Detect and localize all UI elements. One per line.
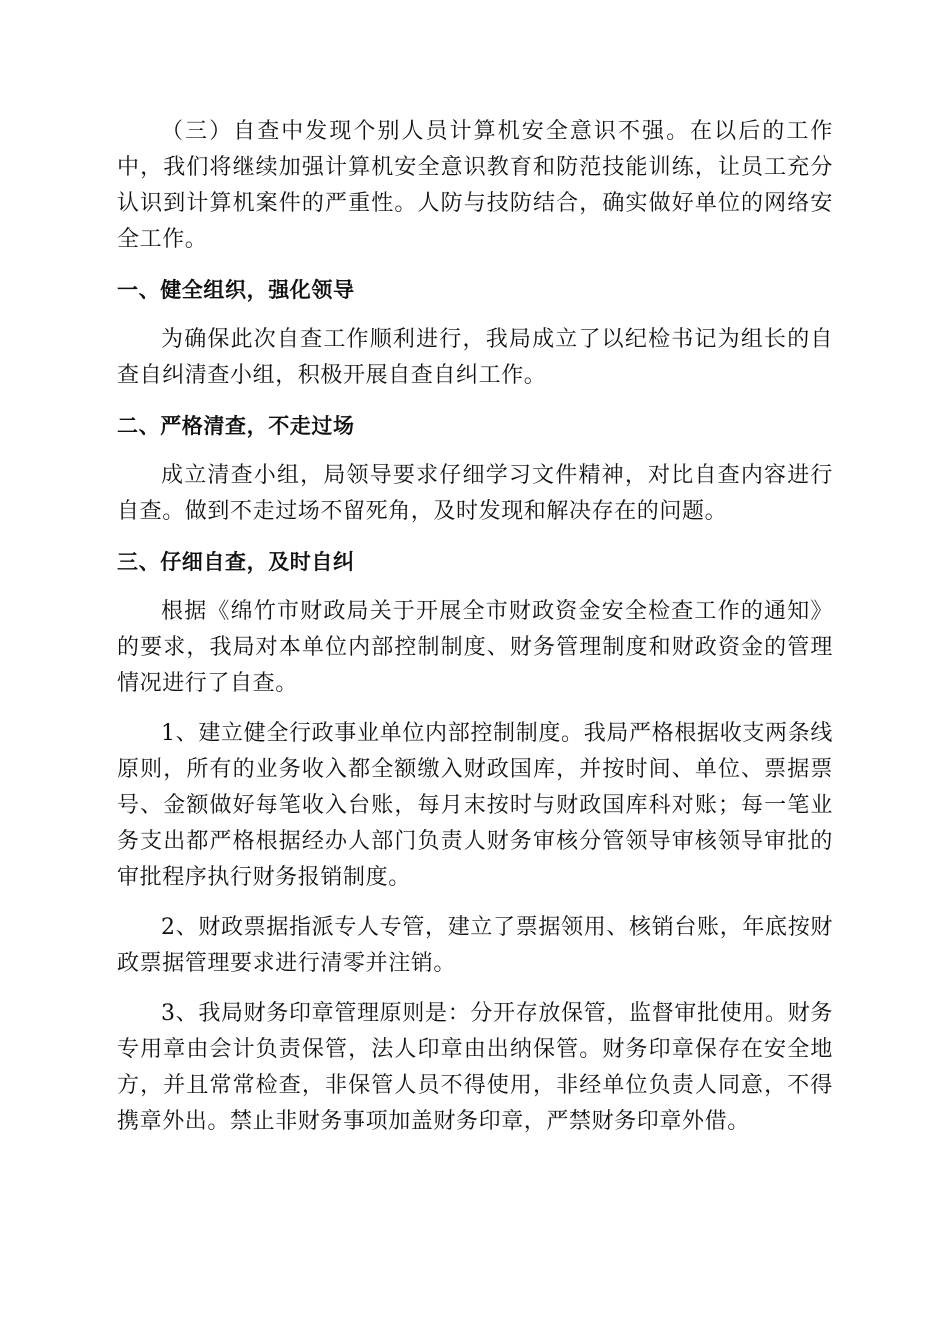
- heading-self-inspection: 三、仔细自查，及时自纠: [117, 550, 355, 574]
- paragraph-self-inspection: 根据《绵竹市财政局关于开展全市财政资金安全检查工作的通知》的要求，我局对本单位内部控制制度、财务管理制度和财政资金的管理情况进行了自查。: [117, 599, 833, 696]
- paragraph-strict-check: 成立清查小组，局领导要求仔细学习文件精神，对比自查内容进行自查。做到不走过场不留死角，及时发现和解决存在的问题。: [117, 463, 833, 524]
- paragraph-seals: 3、我局财务印章管理原则是：分开存放保管，监督审批使用。财务专用章由会计负责保管，法人印章由出纳保管。财务印章保存在安全地方，并且常常检查，非保管人员不得使用，非经单位负责人同意，不得携章外出。禁止非财务事项加盖财务印章，严禁财务印章外借。: [117, 1001, 833, 1134]
- paragraph-computer-security: （三）自查中发现个别人员计算机安全意识不强。在以后的工作中，我们将继续加强计算机安全意识教育和防范技能训练，让员工充分认识到计算机案件的严重性。人防与技防结合，确实做好单位的网络安全工作。: [117, 119, 833, 252]
- paragraph-receipts: 2、财政票据指派专人专管，建立了票据领用、核销台账，年底按财政票据管理要求进行清零并注销。: [117, 915, 833, 976]
- heading-organization: 一、健全组织，强化领导: [117, 278, 355, 302]
- paragraph-organization: 为确保此次自查工作顺利进行，我局成立了以纪检书记为组长的自查自纠清查小组，积极开展自查自纠工作。: [117, 327, 833, 388]
- paragraph-internal-control: 1、建立健全行政事业单位内部控制制度。我局严格根据收支两条线原则，所有的业务收入都全额缴入财政国库，并按时间、单位、票据票号、金额做好每笔收入台账，每月末按时与财政国库科对账；每一笔业务支出都严格根据经办人部门负责人财务审核分管领导审核领导审批的审批程序执行财务报销制度。: [117, 721, 833, 890]
- document-body: [117, 114, 833, 1154]
- heading-strict-check: 二、严格清查，不走过场: [117, 414, 355, 438]
